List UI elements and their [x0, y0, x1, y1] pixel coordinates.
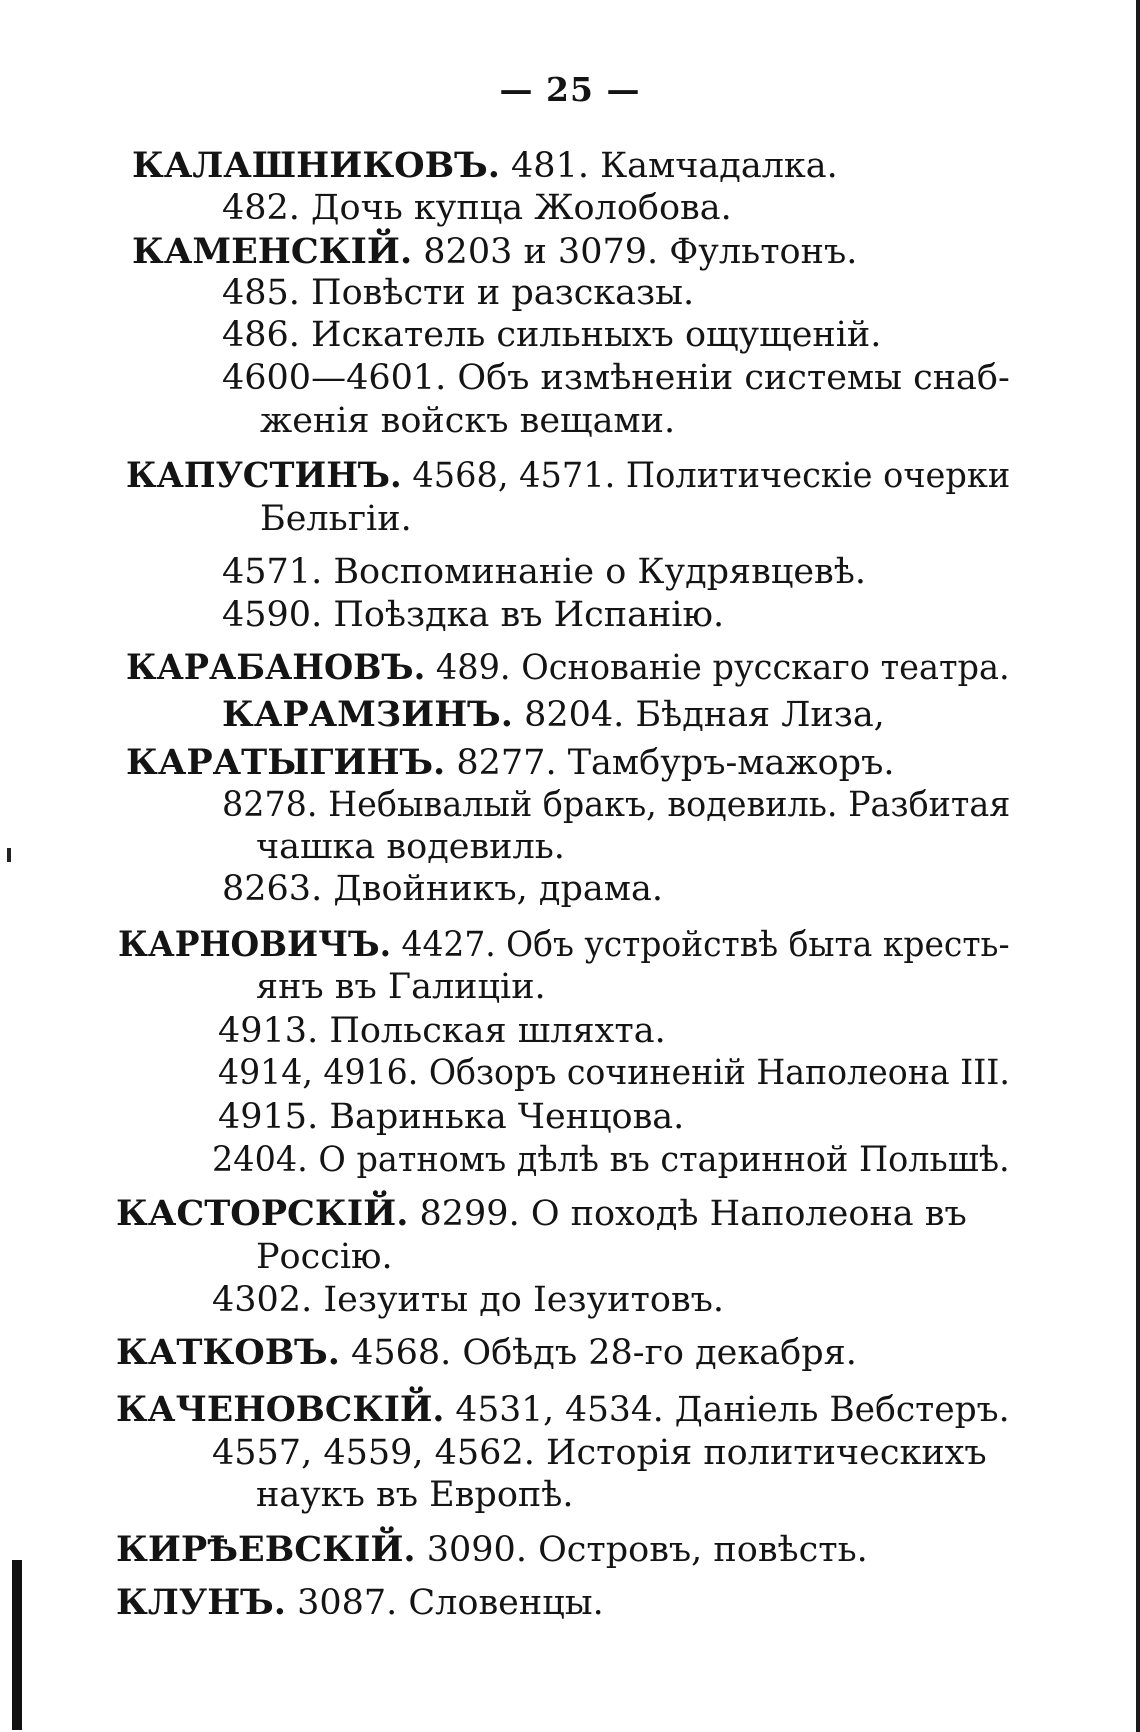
binding-shadow	[12, 1560, 22, 1730]
index-line: 8278. Небывалый бракъ, водевиль. Разбитая	[222, 785, 1011, 825]
entry-text: 8203 и 3079. Фультонъ.	[412, 232, 858, 272]
index-line: 4914, 4916. Обзоръ сочиненій Наполеона III.	[218, 1053, 1010, 1093]
entry-text: 489. Основаніе русскаго театра.	[425, 648, 1010, 688]
entry-text: 8299. О походѣ Наполеона въ	[408, 1194, 967, 1234]
author-name: КЛУНЪ.	[116, 1582, 286, 1623]
index-line: 4913. Польская шляхта.	[218, 1011, 666, 1051]
index-line: 4571. Воспоминаніе о Кудрявцевѣ.	[222, 552, 866, 592]
entry-text: 4531, 4534. Даніель Вебстеръ.	[444, 1390, 1010, 1430]
index-line	[118, 924, 1010, 965]
index-line	[132, 145, 838, 186]
index-line: Бельгіи.	[260, 499, 412, 539]
author-name: КАМЕНСКІЙ.	[132, 231, 413, 272]
index-line	[116, 1529, 868, 1570]
index-line: женія войскъ вещами.	[260, 401, 676, 441]
index-line: наукъ въ Европѣ.	[256, 1475, 574, 1515]
author-name: КАТКОВЪ.	[116, 1332, 340, 1373]
entry-text: 4568. Обѣдъ 28-го декабря.	[339, 1333, 857, 1373]
scan-mark	[7, 848, 11, 862]
author-name: КАЧЕНОВСКІЙ.	[116, 1389, 445, 1430]
index-line	[126, 455, 1011, 496]
author-name: КАРНОВИЧЪ.	[118, 924, 392, 965]
author-name: КАПУСТИНЪ.	[126, 455, 402, 496]
entry-text: 4427. Объ устройствѣ быта кресть-	[391, 925, 1010, 965]
index-line	[116, 1193, 967, 1234]
index-line	[126, 742, 895, 783]
author-name: КИРѢЕВСКІЙ.	[116, 1529, 416, 1570]
entry-text: 8277. Тамбуръ-мажоръ.	[445, 743, 895, 783]
entry-text: 8204. Бѣдная Лиза,	[512, 695, 885, 735]
entry-text: 3087. Словенцы.	[285, 1583, 604, 1623]
entry-text: 481. Камчадалка.	[499, 146, 838, 186]
author-name: КАРАТЫГИНЪ.	[126, 742, 446, 783]
index-line: 4600—4601. Объ измѣненіи системы снаб-	[222, 358, 1010, 398]
author-name: КАРАМЗИНЪ.	[222, 694, 513, 735]
entry-text: 4568, 4571. Политическіе очерки	[401, 456, 1011, 496]
entry-text: 3090. Островъ, повѣсть.	[415, 1530, 868, 1570]
author-name: КАРАБАНОВЪ.	[126, 647, 426, 688]
index-line: 4915. Варинька Ченцова.	[218, 1097, 685, 1137]
author-name: КАЛАШНИКОВЪ.	[132, 145, 500, 186]
author-name: КАСТОРСКІЙ.	[116, 1193, 409, 1234]
index-line: чашка водевиль.	[256, 827, 565, 867]
index-line	[116, 1582, 604, 1623]
index-line: 4557, 4559, 4562. Исторія политическихъ	[212, 1433, 987, 1473]
index-line	[116, 1389, 1010, 1430]
index-line: 482. Дочь купца Жолобова.	[222, 188, 732, 228]
index-line: янъ въ Галиціи.	[256, 967, 546, 1007]
index-line: 486. Искатель сильныхъ ощущеній.	[222, 315, 882, 355]
page-edge-shadow	[1136, 0, 1140, 1732]
index-line	[132, 231, 858, 272]
index-line: Россію.	[256, 1237, 393, 1277]
index-line	[116, 1332, 857, 1373]
index-line: 2404. О ратномъ дѣлѣ въ старинной Польшѣ.	[212, 1140, 1010, 1180]
index-line	[222, 694, 885, 735]
index-line: 8263. Двойникъ, драма.	[222, 869, 663, 909]
index-line: 4590. Поѣздка въ Испанію.	[222, 595, 725, 635]
index-line	[126, 647, 1010, 688]
index-line: 485. Повѣсти и разсказы.	[222, 273, 695, 313]
page-number: — 25 —	[499, 70, 641, 109]
index-line: 4302. Іезуиты до Іезуитовъ.	[212, 1280, 725, 1320]
